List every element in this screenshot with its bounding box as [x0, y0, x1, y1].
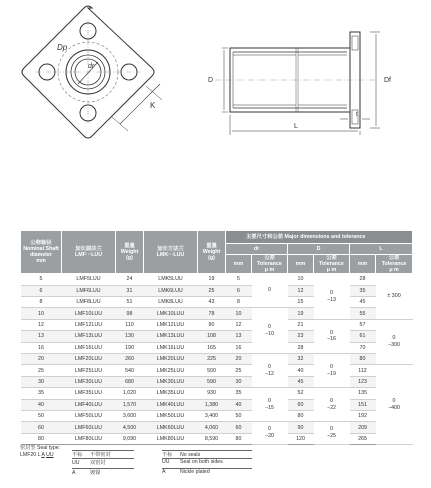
- dr-mm-cell: 40: [226, 399, 252, 410]
- tolerance-D-cell: 0 −16: [314, 319, 350, 353]
- table-row: [21, 399, 413, 410]
- dr-mm-cell: 50: [226, 410, 252, 421]
- lmf-weight-cell: 110: [116, 319, 144, 330]
- L-mm-cell: 70: [350, 342, 376, 353]
- lmk-model-cell: LMK10LUU: [144, 308, 198, 319]
- header-major-dimensions: 主要尺寸和公差 Major dimensions and tolerance: [226, 231, 413, 244]
- tolerance-D-cell: 0 −25: [314, 422, 350, 445]
- D-mm-cell: 52: [288, 388, 314, 399]
- tolerance-D-cell: 0 −19: [314, 353, 350, 387]
- header-L-tol: 公差 Tolerance μ m: [376, 255, 413, 274]
- tolerance-dr-cell: 0: [252, 274, 288, 308]
- header-D: D: [288, 244, 350, 255]
- lmf-weight-cell: 130: [116, 331, 144, 342]
- lmk-weight-cell: 25: [198, 285, 226, 296]
- lmk-weight-cell: 225: [198, 353, 226, 364]
- lmk-model-cell: LMK30LUU: [144, 376, 198, 387]
- dr-mm-cell: 20: [226, 353, 252, 364]
- tolerance-dr-cell: 0 −10: [252, 308, 288, 354]
- lmk-weight-cell: 8,590: [198, 433, 226, 444]
- shaft-diameter-cell: 35: [21, 388, 62, 399]
- lmk-model-cell: LMK13LUU: [144, 331, 198, 342]
- table-row: [21, 342, 413, 353]
- shaft-diameter-cell: 16: [21, 342, 62, 353]
- lmk-model-cell: LMK40LUU: [144, 399, 198, 410]
- L-mm-cell: 135: [350, 388, 376, 399]
- lmf-model-cell: LMF12LUU: [62, 319, 116, 330]
- D-mm-cell: 23: [288, 331, 314, 342]
- D-mm-cell: 32: [288, 353, 314, 364]
- dr-mm-cell: 16: [226, 342, 252, 353]
- dr-mm-cell: 6: [226, 285, 252, 296]
- lmk-weight-cell: 590: [198, 376, 226, 387]
- L-mm-cell: 80: [350, 353, 376, 364]
- lmf-model-cell: LMF50LUU: [62, 410, 116, 421]
- lmf-weight-cell: 540: [116, 365, 144, 376]
- D-mm-cell: 40: [288, 365, 314, 376]
- L-mm-cell: 61: [350, 331, 376, 342]
- lmk-weight-cell: 19: [198, 274, 226, 285]
- front-view-drawing: [22, 6, 162, 138]
- dr-mm-cell: 13: [226, 331, 252, 342]
- lmk-weight-cell: 930: [198, 388, 226, 399]
- shaft-diameter-cell: 6: [21, 285, 62, 296]
- lmf-weight-cell: 31: [116, 285, 144, 296]
- technical-drawings: [0, 0, 431, 220]
- legend-row-2-en: A Nickle plated: [162, 468, 252, 475]
- header-D-tol: 公差 Tolerance μ m: [314, 255, 350, 274]
- shaft-diameter-cell: 8: [21, 297, 62, 308]
- lmf-model-cell: LMF16LUU: [62, 342, 116, 353]
- tolerance-dr-cell: 0 −15: [252, 388, 288, 422]
- lmf-model-cell: LMF40LUU: [62, 399, 116, 410]
- lmf-weight-cell: 4,500: [116, 422, 144, 433]
- table-row: [21, 308, 413, 319]
- D-mm-cell: 19: [288, 308, 314, 319]
- dr-mm-cell: 12: [226, 319, 252, 330]
- lmk-weight-cell: 165: [198, 342, 226, 353]
- lmf-model-cell: LMF10LUU: [62, 308, 116, 319]
- lmk-model-cell: LMK35LUU: [144, 388, 198, 399]
- df-label: Df: [384, 77, 391, 84]
- header-lmk: 加长方法兰 LMK···LUU: [144, 231, 198, 274]
- shaft-diameter-cell: 5: [21, 274, 62, 285]
- legend-row-0: 不标 不带密封: [72, 450, 134, 458]
- table-row: [21, 353, 413, 364]
- lmk-model-cell: LMK50LUU: [144, 410, 198, 421]
- D-mm-cell: 60: [288, 399, 314, 410]
- lmk-model-cell: LMK5LUU: [144, 274, 198, 285]
- lmk-weight-cell: 43: [198, 297, 226, 308]
- lmk-weight-cell: 90: [198, 319, 226, 330]
- shaft-diameter-cell: 13: [21, 331, 62, 342]
- lmk-model-cell: LMK6LUU: [144, 285, 198, 296]
- lmk-weight-cell: 4,060: [198, 422, 226, 433]
- shaft-diameter-cell: 40: [21, 399, 62, 410]
- table-row: [21, 297, 413, 308]
- shaft-diameter-cell: 30: [21, 376, 62, 387]
- tolerance-L-cell: ± 300: [376, 274, 413, 320]
- lmf-weight-cell: 24: [116, 274, 144, 285]
- lmk-weight-cell: 108: [198, 331, 226, 342]
- table-row: [21, 422, 413, 433]
- tolerance-L-cell: 0 −400: [376, 365, 413, 445]
- lmf-model-cell: LMF8LUU: [62, 297, 116, 308]
- D-mm-cell: 45: [288, 376, 314, 387]
- lmk-model-cell: LMK12LUU: [144, 319, 198, 330]
- header-weight-lmk: 重量 Weight (g): [198, 231, 226, 274]
- L-mm-cell: 265: [350, 433, 376, 444]
- header-dr-tol: 公差 Tolerance μ m: [252, 255, 288, 274]
- lmk-weight-cell: 500: [198, 365, 226, 376]
- legend-row-1: UU 双密封: [72, 458, 134, 466]
- lmf-model-cell: LMF6LUU: [62, 285, 116, 296]
- lmf-weight-cell: 51: [116, 297, 144, 308]
- l-label: L: [294, 123, 298, 130]
- lmf-weight-cell: 190: [116, 342, 144, 353]
- lmf-model-cell: LMF30LUU: [62, 376, 116, 387]
- k-label: K: [150, 101, 156, 110]
- lmk-model-cell: LMK60LUU: [144, 422, 198, 433]
- table-row: [21, 285, 413, 296]
- D-mm-cell: 10: [288, 274, 314, 285]
- dp-label: Dp: [57, 43, 68, 52]
- lmk-model-cell: LMK20LUU: [144, 353, 198, 364]
- spec-table-body: [21, 274, 413, 445]
- table-row: [21, 433, 413, 444]
- header-lmf: 加长圆法兰 LMF···LUU: [62, 231, 116, 274]
- L-mm-cell: 28: [350, 274, 376, 285]
- t-label: t: [356, 112, 358, 118]
- lmf-model-cell: LMF25LUU: [62, 365, 116, 376]
- L-mm-cell: 35: [350, 285, 376, 296]
- L-mm-cell: 209: [350, 422, 376, 433]
- spec-table: [20, 230, 413, 445]
- header-L-mm: mm: [350, 255, 376, 274]
- D-mm-cell: 120: [288, 433, 314, 444]
- lmf-weight-cell: 680: [116, 376, 144, 387]
- tolerance-dr-cell: 0 −12: [252, 353, 288, 387]
- lmk-model-cell: LMK80LUU: [144, 433, 198, 444]
- header-D-mm: mm: [288, 255, 314, 274]
- dr-mm-cell: 80: [226, 433, 252, 444]
- L-mm-cell: 57: [350, 319, 376, 330]
- D-mm-cell: 21: [288, 319, 314, 330]
- dr-mm-cell: 25: [226, 365, 252, 376]
- L-mm-cell: 45: [350, 297, 376, 308]
- lmf-model-cell: LMF80LUU: [62, 433, 116, 444]
- table-row: [21, 365, 413, 376]
- L-mm-cell: 192: [350, 410, 376, 421]
- dr-mm-cell: 10: [226, 308, 252, 319]
- dr-label-front: dr: [88, 63, 95, 70]
- header-dr: dr: [226, 244, 288, 255]
- D-mm-cell: 15: [288, 297, 314, 308]
- L-mm-cell: 55: [350, 308, 376, 319]
- dr-mm-cell: 35: [226, 388, 252, 399]
- header-shaft: 公称轴径 Nominal Shaft diameter mm: [21, 231, 62, 274]
- table-row: [21, 274, 413, 285]
- shaft-diameter-cell: 50: [21, 410, 62, 421]
- dr-mm-cell: 30: [226, 376, 252, 387]
- legend-title: 密封型 Seal type:: [20, 445, 61, 451]
- L-mm-cell: 123: [350, 376, 376, 387]
- lmf-weight-cell: 3,600: [116, 410, 144, 421]
- table-row: [21, 331, 413, 342]
- tolerance-dr-cell: 0 −20: [252, 422, 288, 445]
- shaft-diameter-cell: 10: [21, 308, 62, 319]
- D-mm-cell: 80: [288, 410, 314, 421]
- dr-mm-cell: 60: [226, 422, 252, 433]
- lmk-model-cell: LMK16LUU: [144, 342, 198, 353]
- lmf-weight-cell: 98: [116, 308, 144, 319]
- lmf-weight-cell: 260: [116, 353, 144, 364]
- table-row: [21, 376, 413, 387]
- side-view-drawing: [215, 32, 380, 135]
- lmf-weight-cell: 1,020: [116, 388, 144, 399]
- d-label: D: [208, 77, 214, 84]
- lmf-weight-cell: 1,570: [116, 399, 144, 410]
- table-row: [21, 410, 413, 421]
- lmf-model-cell: LMF20LUU: [62, 353, 116, 364]
- lmk-weight-cell: 3,400: [198, 410, 226, 421]
- header-dr-mm: mm: [226, 255, 252, 274]
- lmf-model-cell: LMF60LUU: [62, 422, 116, 433]
- shaft-diameter-cell: 60: [21, 422, 62, 433]
- lmk-weight-cell: 78: [198, 308, 226, 319]
- table-row: [21, 388, 413, 399]
- dr-mm-cell: 5: [226, 274, 252, 285]
- lmk-weight-cell: 1,380: [198, 399, 226, 410]
- table-row: [21, 319, 413, 330]
- D-mm-cell: 12: [288, 285, 314, 296]
- dr-mm-cell: 8: [226, 297, 252, 308]
- legend-row-2: A 镀镍: [72, 468, 134, 476]
- lmk-model-cell: LMK8LUU: [144, 297, 198, 308]
- D-mm-cell: 28: [288, 342, 314, 353]
- shaft-diameter-cell: 20: [21, 353, 62, 364]
- header-weight-lmf: 重量 Weight (g): [116, 231, 144, 274]
- D-mm-cell: 90: [288, 422, 314, 433]
- tolerance-D-cell: 0 −13: [314, 274, 350, 320]
- lmf-model-cell: LMF13LUU: [62, 331, 116, 342]
- L-mm-cell: 112: [350, 365, 376, 376]
- shaft-diameter-cell: 12: [21, 319, 62, 330]
- legend-code: LMF20 L A UU: [20, 452, 54, 458]
- shaft-diameter-cell: 25: [21, 365, 62, 376]
- lmk-model-cell: LMK25LUU: [144, 365, 198, 376]
- lmf-model-cell: LMF5LUU: [62, 274, 116, 285]
- tolerance-D-cell: 0 −22: [314, 388, 350, 422]
- header-L: L: [350, 244, 413, 255]
- L-mm-cell: 151: [350, 399, 376, 410]
- lmf-weight-cell: 9,090: [116, 433, 144, 444]
- legend-row-1-en: UU Seal on both sides: [162, 458, 252, 465]
- legend-row-0-en: 不标 No seals: [162, 450, 252, 458]
- tolerance-L-cell: 0 −300: [376, 319, 413, 365]
- lmf-model-cell: LMF35LUU: [62, 388, 116, 399]
- shaft-diameter-cell: 80: [21, 433, 62, 444]
